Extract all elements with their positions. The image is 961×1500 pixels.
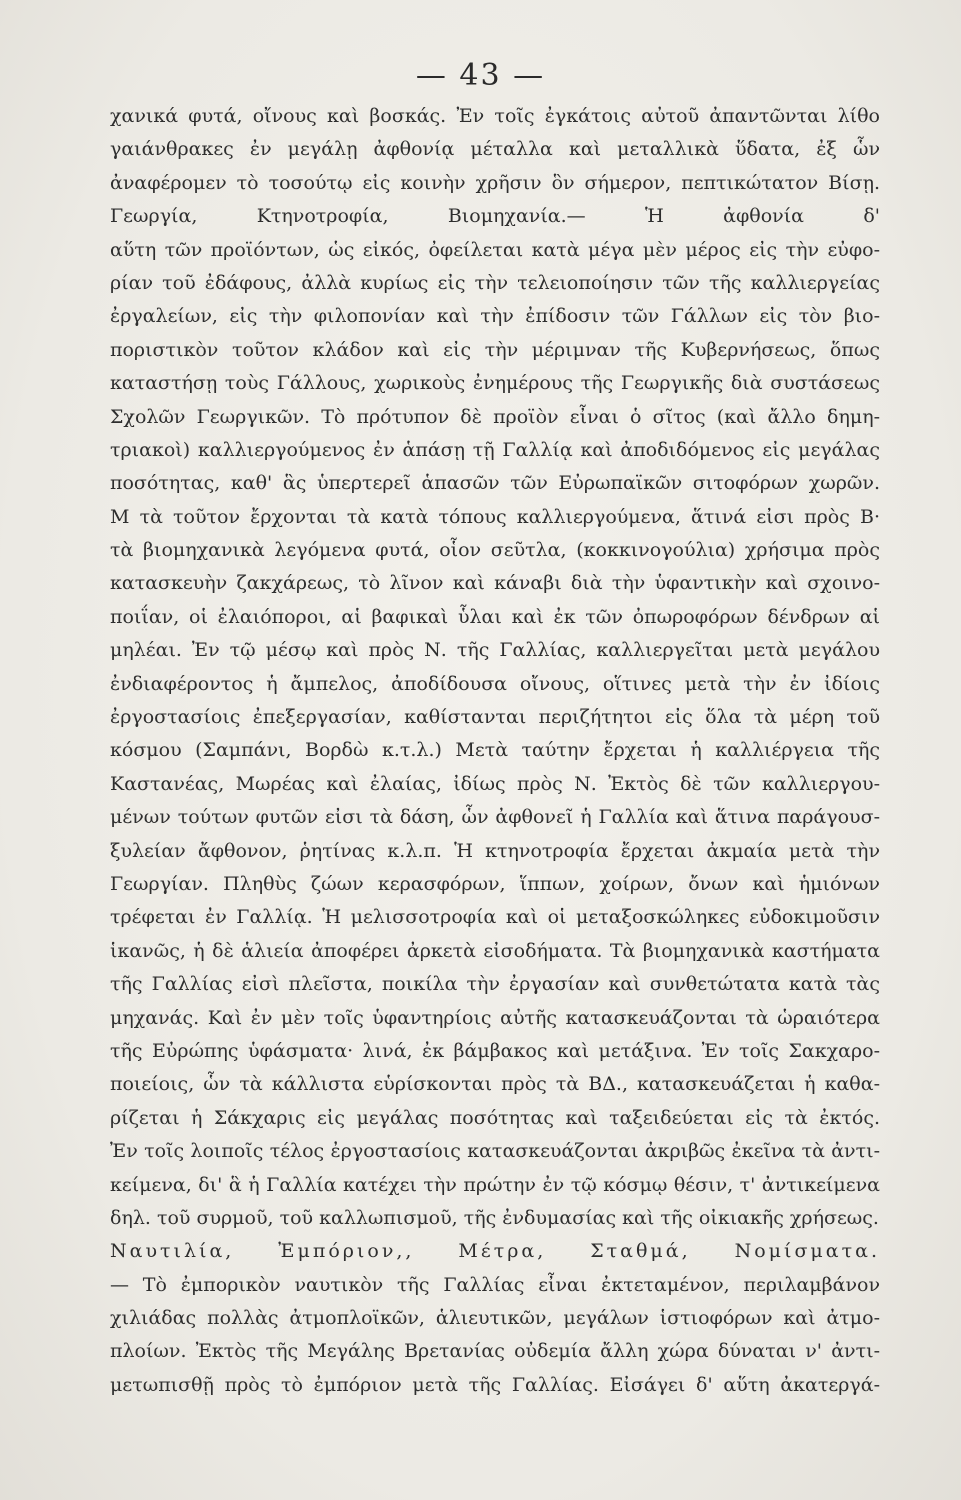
- text-line: Μ τὰ τοῦτον ἔρχονται τὰ κατὰ τόπους καλλιεργούμενα, ἅτινά εἰσι πρὸς Β·: [110, 505, 880, 528]
- text-line: γαιάνθρακες ἐν μεγάλῃ ἀφθονίᾳ μέταλλα καὶ μεταλλικὰ ὕδατα, ἐξ ὧν: [110, 138, 880, 161]
- text-line: δηλ. τοῦ συρμοῦ, τοῦ καλλωπισμοῦ, τῆς ἐνδυμασίας καὶ τῆς οἰκιακῆς χρήσεως.: [110, 1206, 879, 1229]
- text-line: ποιΐαν, οἱ ἐλαιόποροι, αἱ βαφικαὶ ὗλαι καὶ ἐκ τῶν ὀπωροφόρων δένδρων αἱ: [110, 605, 880, 628]
- text-line: Σχολῶν Γεωργικῶν. Τὸ πρότυπον δὲ προϊὸν εἶναι ὁ σῖτος (καὶ ἄλλο δημη-: [110, 405, 880, 428]
- text-line: τριακοὶ) καλλιεργούμενος ἐν ἁπάσῃ τῇ Γαλλίᾳ καὶ ἀποδιδόμενος εἰς μεγάλας: [110, 438, 880, 461]
- text-line: ξυλείαν ἄφθονον, ῥητίνας κ.λ.π. Ἡ κτηνοτροφία ἔρχεται ἀκμαία μετὰ τὴν: [110, 839, 880, 862]
- text-line: Γεωργία, Κτηνοτροφία, Βιομηχανία.— Ἡ ἀφθονία δ': [110, 205, 880, 228]
- text-line: τῆς Γαλλίας εἰσὶ πλεῖστα, ποικίλα τὴν ἐργασίαν καὶ συνθετώτατα κατὰ τὰς: [110, 973, 880, 996]
- text-line: κείμενα, δι' ἃ ἡ Γαλλία κατέχει τὴν πρώτην ἐν τῷ κόσμῳ θέσιν, τ' ἀντικείμενα: [110, 1173, 880, 1196]
- text-line: Γεωργίαν. Πληθὺς ζώων κερασφόρων, ἵππων, χοίρων, ὄνων καὶ ἡμιόνων: [110, 872, 880, 895]
- text-line: — Τὸ ἐμπορικὸν ναυτικὸν τῆς Γαλλίας εἶναι ἐκτεταμένον, περιλαμβάνον: [110, 1273, 880, 1296]
- text-line: ποριστικὸν τοῦτον κλάδον καὶ εἰς τὴν μέριμναν τῆς Κυβερνήσεως, ὅπως: [110, 338, 880, 361]
- text-line: Ἐν τοῖς λοιποῖς τέλος ἐργοστασίοις κατασκευάζονται ἀκριβῶς ἐκεῖνα τὰ ἀντι-: [110, 1140, 880, 1163]
- text-line: ρίαν τοῦ ἐδάφους, ἀλλὰ κυρίως εἰς τὴν τελειοποίησιν τῶν τῆς καλλιεργείας: [110, 271, 880, 294]
- text-line: κόσμου (Σαμπάνι, Βορδὼ κ.τ.λ.) Μετὰ ταύτην ἔρχεται ἡ καλλιέργεια τῆς: [110, 739, 880, 762]
- section-heading-line: Ναυτιλία, Ἐμπόριον,, Μέτρα, Σταθμά, Νομίσματα.: [110, 1240, 880, 1263]
- text-line: Καστανέας, Μωρέας καὶ ἐλαίας, ἰδίως πρὸς Ν. Ἐκτὸς δὲ τῶν καλλιεργου-: [110, 772, 880, 795]
- text-line: χιλιάδας πολλὰς ἀτμοπλοϊκῶν, ἁλιευτικῶν, μεγάλων ἱστιοφόρων καὶ ἀτμο-: [110, 1307, 880, 1330]
- text-line: κατασκευὴν ζακχάρεως, τὸ λῖνον καὶ κάναβι διὰ τὴν ὑφαντικὴν καὶ σχοινο-: [110, 572, 880, 595]
- text-line: ἀναφέρομεν τὸ τοσούτῳ εἰς κοινὴν χρῆσιν ὃν σήμερον, πεπτικώτατον Βίσῃ.: [110, 171, 880, 194]
- text-line: τὰ βιομηχανικὰ λεγόμενα φυτά, οἷον σεῦτλα, (κοκκινογούλια) χρήσιμα πρὸς: [110, 539, 880, 562]
- text-line: ρίζεται ἡ Σάκχαρις εἰς μεγάλας ποσότητας καὶ ταξειδεύεται εἰς τὰ ἐκτός.: [110, 1106, 880, 1129]
- text-line: αὕτη τῶν προϊόντων, ὡς εἰκός, ὀφείλεται κατὰ μέγα μὲν μέρος εἰς τὴν εὐφο-: [110, 238, 880, 261]
- text-line: μηλέαι. Ἐν τῷ μέσῳ καὶ πρὸς Ν. τῆς Γαλλίας, καλλιεργεῖται μετὰ μεγάλου: [110, 639, 880, 662]
- text-line: τῆς Εὐρώπης ὑφάσματα· λινά, ἐκ βάμβακος καὶ μετάξινα. Ἐν τοῖς Σακχαρο-: [110, 1039, 880, 1062]
- text-line: καταστήσῃ τοὺς Γάλλους, χωρικοὺς ἐνημέρους τῆς Γεωργικῆς διὰ συστάσεως: [110, 372, 880, 395]
- text-line: πλοίων. Ἐκτὸς τῆς Μεγάλης Βρετανίας οὐδεμία ἄλλη χώρα δύναται ν' ἀντι-: [110, 1340, 880, 1363]
- body-text: [110, 100, 880, 1402]
- page-number: — 43 —: [415, 58, 546, 93]
- text-line: μηχανάς. Καὶ ἐν μὲν τοῖς ὑφαντηρίοις αὐτῆς κατασκευάζονται τὰ ὡραιότερα: [110, 1006, 880, 1029]
- text-line: ἐργαλείων, εἰς τὴν φιλοπονίαν καὶ τὴν ἐπίδοσιν τῶν Γάλλων εἰς τὸν βιο-: [110, 305, 880, 328]
- text-line: χανικά φυτά, οἴνους καὶ βοσκάς. Ἐν τοῖς ἐγκάτοις αὐτοῦ ἀπαντῶνται λίθο: [110, 105, 880, 127]
- text-line: ἱκανῶς, ἡ δὲ ἁλιεία ἀποφέρει ἀρκετὰ εἰσοδήματα. Τὰ βιομηχανικὰ καστήματα: [110, 939, 880, 962]
- text-line: ἐργοστασίοις ἐπεξεργασίαν, καθίστανται περιζήτητοι εἰς ὅλα τὰ μέρη τοῦ: [110, 706, 880, 729]
- text-line: μετωπισθῇ πρὸς τὸ ἐμπόριον μετὰ τῆς Γαλλίας. Εἰσάγει δ' αὕτη ἀκατεργά-: [110, 1373, 880, 1396]
- text-line: τρέφεται ἐν Γαλλίᾳ. Ἡ μελισσοτροφία καὶ οἱ μεταξοσκώληκες εὐδοκιμοῦσιν: [110, 906, 880, 929]
- text-line: ποσότητας, καθ' ἃς ὑπερτερεῖ ἁπασῶν τῶν Εὐρωπαϊκῶν σιτοφόρων χωρῶν.: [110, 472, 880, 495]
- text-line: ἐνδιαφέροντος ἡ ἄμπελος, ἀποδίδουσα οἴνους, οἵτινες μετὰ τὴν ἐν ἰδίοις: [110, 672, 880, 695]
- text-line: μένων τούτων φυτῶν εἰσι τὰ δάση, ὧν ἀφθονεῖ ἡ Γαλλία καὶ ἅτινα παράγουσ-: [110, 806, 880, 829]
- text-line: ποιείοις, ὧν τὰ κάλλιστα εὑρίσκονται πρὸς τὰ ΒΔ., κατασκευάζεται ἡ καθα-: [110, 1073, 880, 1096]
